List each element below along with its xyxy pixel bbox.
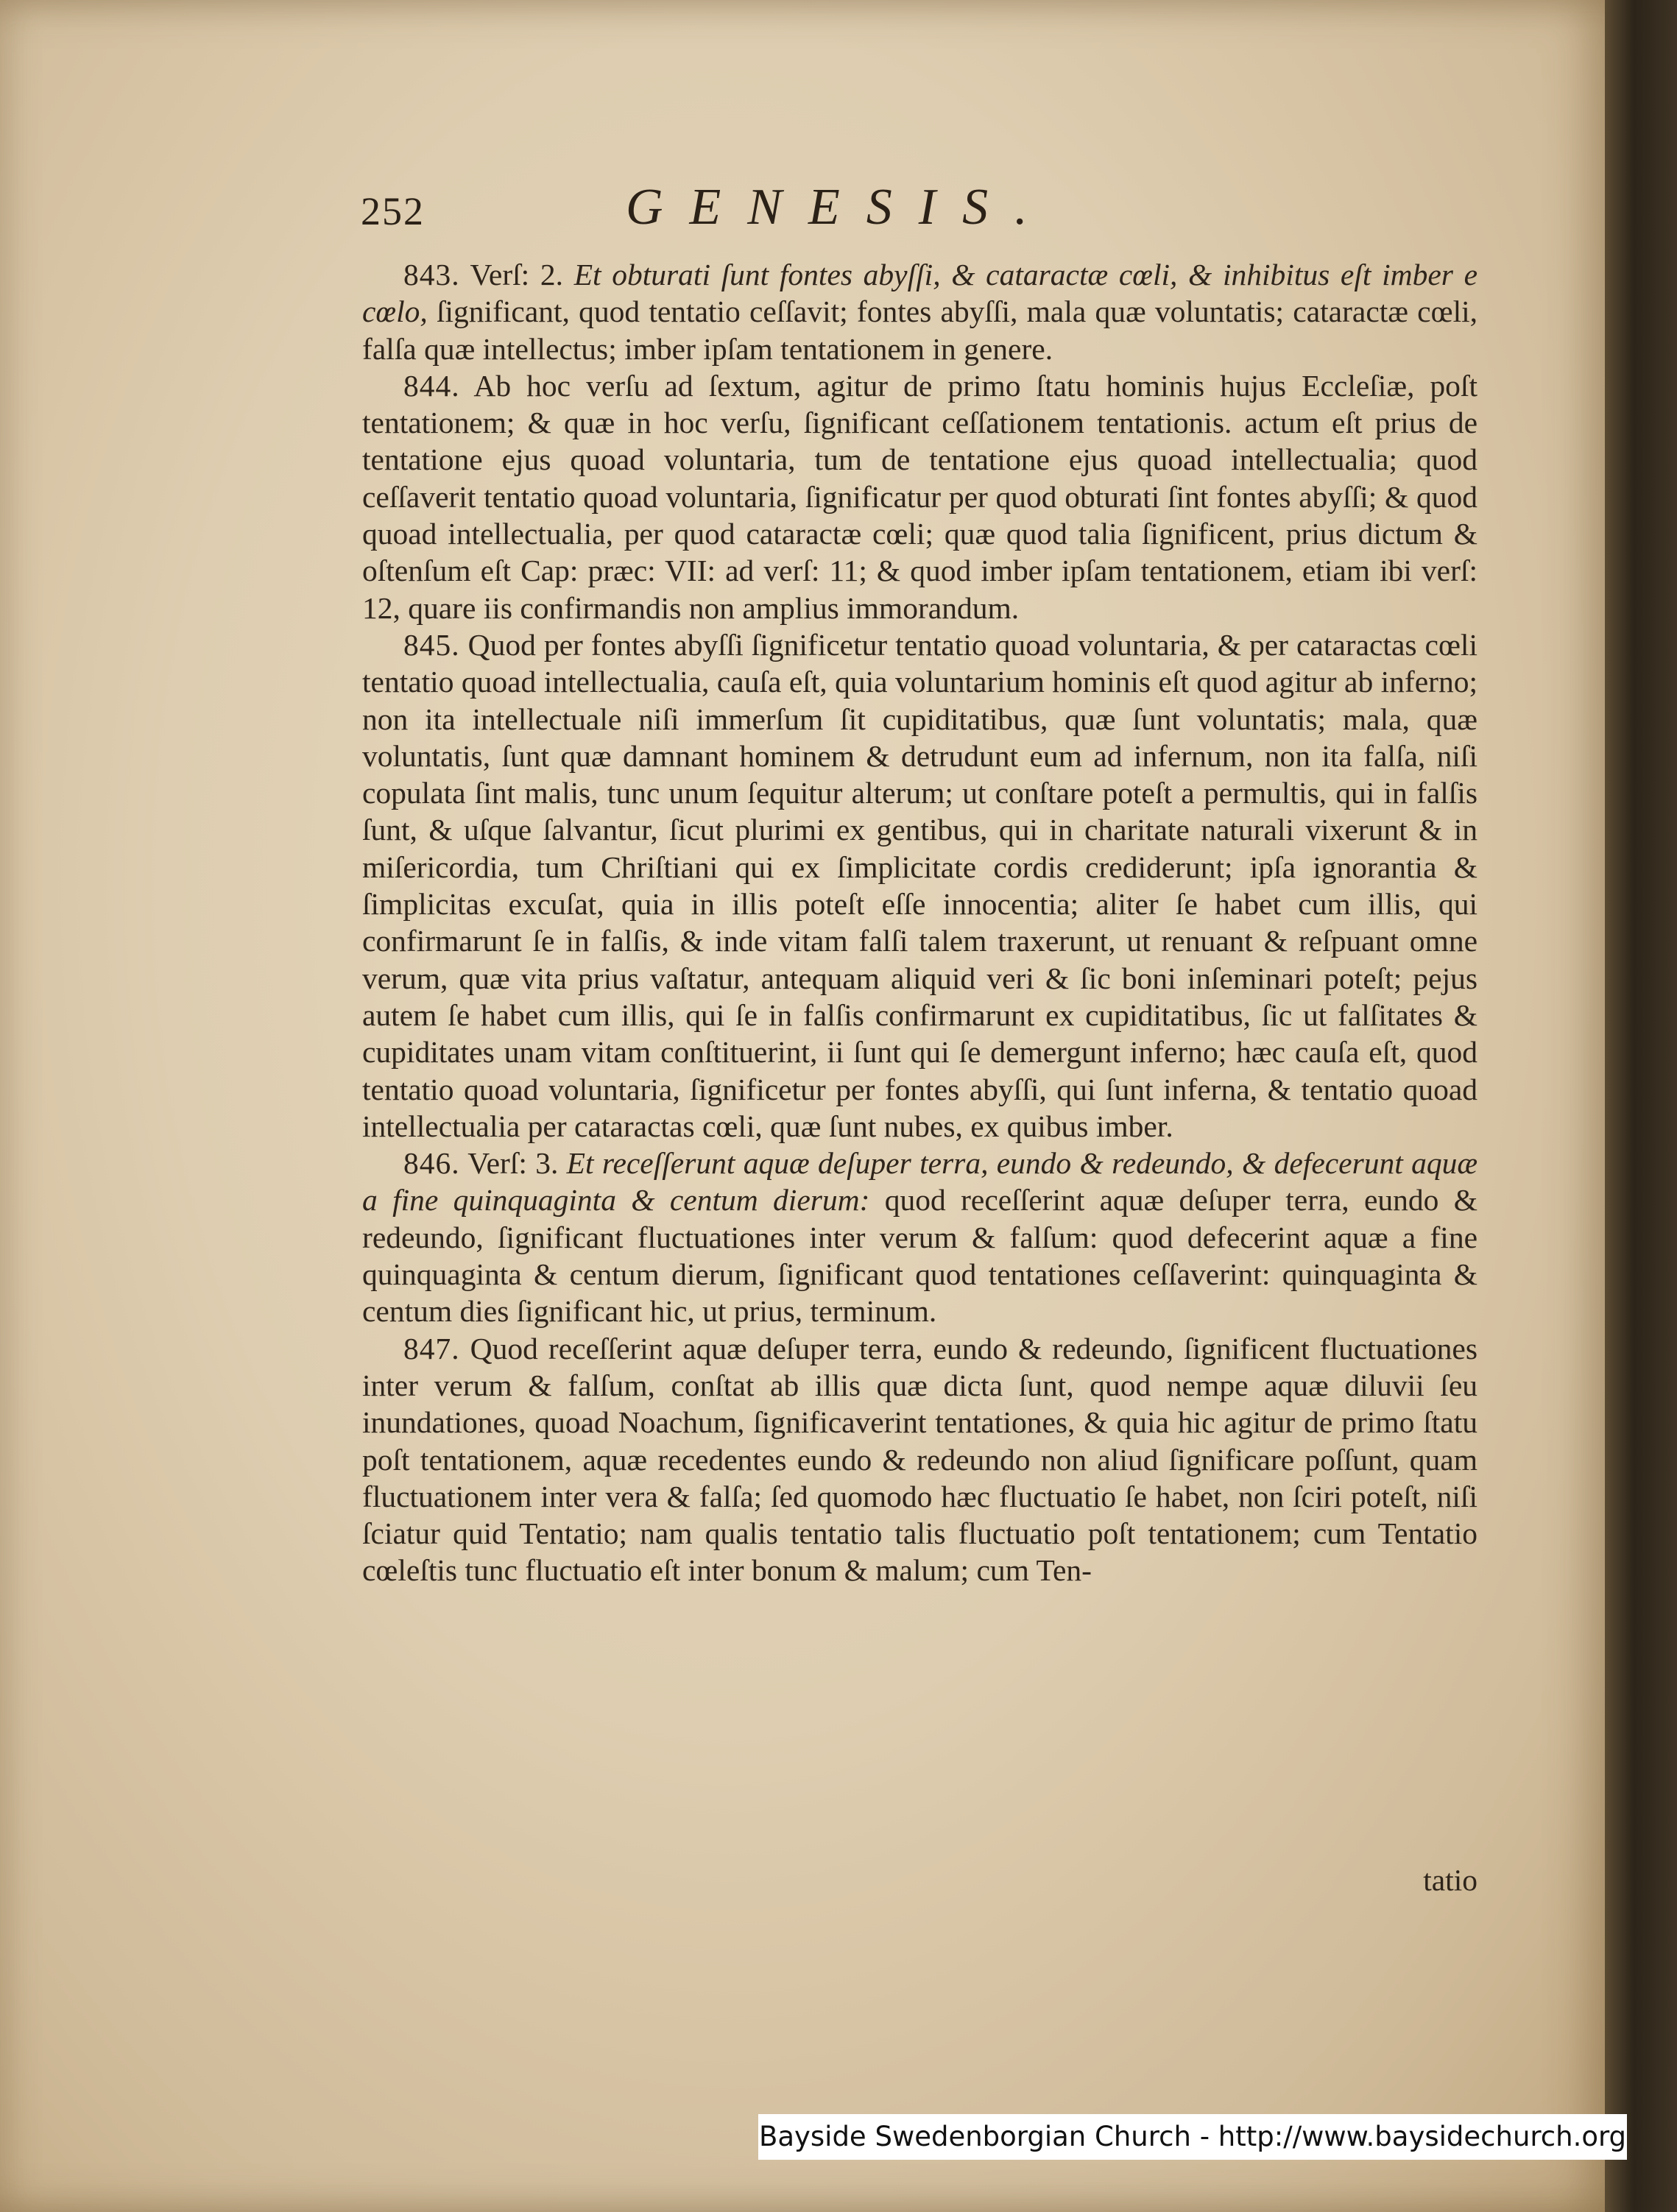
paragraph-number: 846. (403, 1146, 460, 1181)
book-gutter (1605, 0, 1677, 2212)
scripture-quote: Et receſſerunt aquæ deſuper terra, eundo & redeundo, & defecerunt aquæ a fine quinquaginta & centum dierum: (362, 1146, 1478, 1218)
text-segment: ſignificant, quod tentatio ceſſavit; fontes abyſſi, mala quæ voluntatis; cataractæ cœli, falſa quæ intellectus; imber ipſam tentationem in genere. (362, 294, 1477, 366)
paragraph-846 (362, 1145, 1477, 1329)
catchword: tatio (1423, 1863, 1477, 1897)
paragraph-845 (362, 626, 1477, 1145)
watermark-banner: Bayside Swedenborgian Church - http://www.baysidechurch.org (758, 2114, 1627, 2160)
page-number: 252 (361, 189, 425, 233)
body-text (362, 256, 1477, 1589)
scripture-quote: Et obturati ſunt fontes abyſſi, & cataractæ cœli, & inhibitus eſt imber e cœlo, (362, 258, 1477, 329)
page-header (361, 174, 1480, 247)
text-segment: Quod per fontes abyſſi ſignificetur tentatio quoad voluntaria, & per cataractas cœli tentatio quoad intellectualia, cauſa eſt, quia voluntarium hominis eſt quod agitur ab inferno; non ita intellectuale niſi immerſum ſit cupiditatibus, quæ ſunt voluntatis; mala, quæ voluntatis, ſunt quæ damnant hominem & detrudunt eum ad infernum, non ita falſa, niſi copulata ſint malis, tunc unum ſequitur alterum; ut conſtare poteſt a permultis, qui in falſis ſunt, & uſque ſalvantur, ſicut plurimi ex gentibus, qui in charitate naturali vixerunt & in miſericordia, tum Chriſtiani qui ex ſimplicitate cordis crediderunt; ipſa ignorantia & ſimplicitas excuſat, quia in illis poteſt eſſe innocentia; aliter ſe habet cum illis, qui confirmarunt ſe in falſis, & inde vitam falſi talem traxerunt, ut renuant & reſpuant omne verum, quæ vita prius vaſtatur, antequam aliquid veri & ſic boni inſeminari poteſt; pejus autem ſe habet cum illis, qui ſe in falſis confirmarunt ex cupiditatibus, ſic ut falſitates & cupiditates unam vitam conſtituerint, ii ſunt qui ſe demergunt inferno; hæc cauſa eſt, quod tentatio quoad voluntaria, ſignificetur per fontes abyſſi, qui ſunt inferna, & tentatio quoad intellectualia per cataractas cœli, quæ ſunt nubes, ex quibus imber. (362, 627, 1477, 1143)
text-segment: Ab hoc verſu ad ſextum, agitur de primo ſtatu hominis hujus Eccleſiæ, poſt tentationem; & quæ in hoc verſu, ſignificant ceſſationem tentationis. actum eſt prius de tentatione ejus quoad voluntaria, tum de tentatione ejus quoad intellectualia; quod ceſſaverit tentatio quoad voluntaria, ſignificatur per quod obturati ſint fontes abyſſi; & quod quoad intellectualia, per quod cataractæ cœli; quæ quod talia ſignificent, prius dictum & oſtenſum eſt Cap: præc: VII: ad verſ: 11; & quod imber ipſam tentationem, etiam ibi verſ: 12, quare iis confirmandis non amplius immorandum. (362, 368, 1477, 625)
paragraph-847 (362, 1330, 1477, 1589)
paragraph-number: 845. (403, 627, 460, 662)
text-segment: Verſ: 3. (459, 1146, 567, 1181)
paragraph-number: 844. (403, 368, 460, 403)
paragraph-number: 843. (403, 258, 460, 291)
text-segment: Quod receſſerint aquæ deſuper terra, eundo & redeundo, ſignificent fluctuationes inter verum & falſum, conſtat ab illis quæ dicta ſunt, quod nempe aquæ diluvii ſeu inundationes, quoad Noachum, ſignificaverint tentationes, & quia hic agitur de primo ſtatu poſt tentationem, aquæ recedentes eundo & redeundo non aliud ſignificare poſſunt, quam fluctuationem inter vera & falſa; ſed quomodo hæc fluctuatio ſe habet, non ſciri poteſt, niſi ſciatur quid Tentatio; nam qualis tentatio talis fluctuatio poſt tentationem; cum Tentatio cœleſtis tunc fluctuatio eſt inter bonum & malum; cum Ten- (362, 1331, 1477, 1588)
text-segment: quod receſſerint aquæ deſuper terra, eundo & redeundo, ſignificant fluctuationes inter verum & falſum: quod defecerint aquæ a fine quinquaginta & centum dierum, ſignificant quod tentationes ceſſaverint: quinquaginta & centum dies ſignificant hic, ut prius, terminum. (362, 1183, 1477, 1329)
paragraph-number: 847. (403, 1331, 460, 1365)
text-segment: Verſ: 2. (459, 258, 574, 291)
running-title: GENESIS. (626, 179, 1054, 236)
paragraph-843 (362, 256, 1477, 367)
paragraph-844 (362, 367, 1477, 626)
